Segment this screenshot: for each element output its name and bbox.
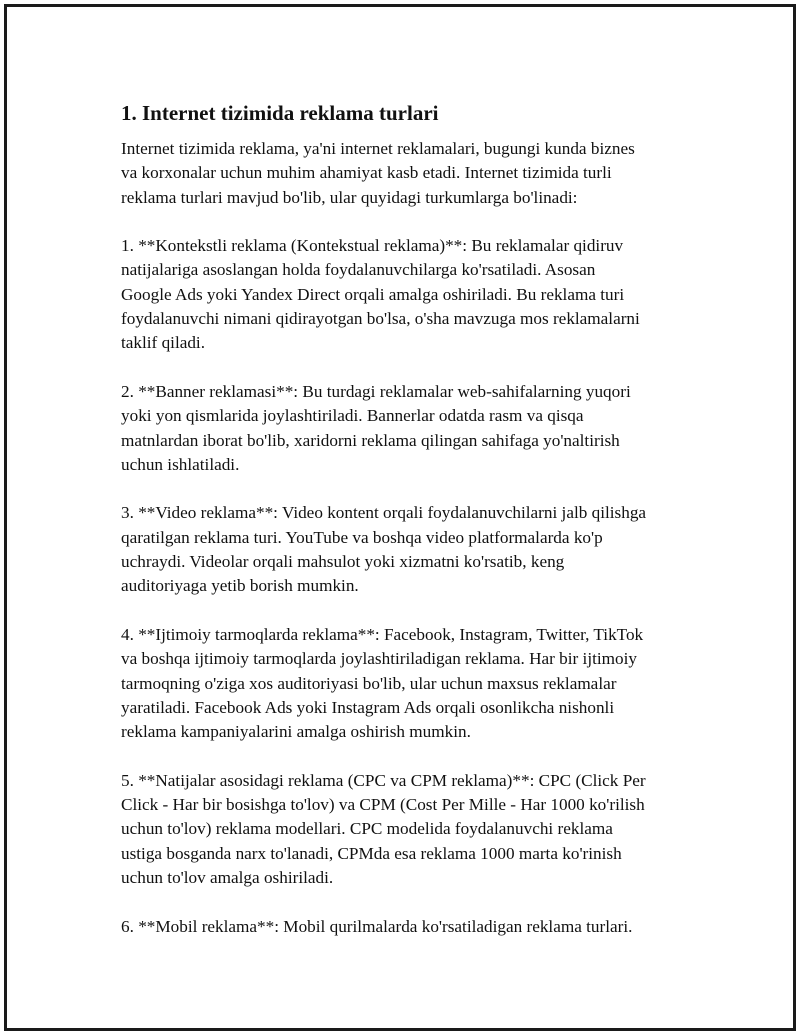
text-line: 6. **Mobil reklama**: Mobil qurilmalarda ko'rsatiladigan reklama turlari. [121,916,633,936]
text-line: 1. **Kontekstli reklama (Kontekstual reklama)**: Bu reklamalar qidiruv [121,236,624,256]
text-line: matnlardan iborat bo'lib, xaridorni reklama qilingan sahifaga yo'naltirish [121,430,620,450]
text-line: natijalariga asoslangan holda foydalanuvchilarga ko'rsatiladi. Asosan [121,260,596,280]
item-paragraph-social [121,623,701,744]
text-line: uchraydi. Videolar orqali mahsulot yoki xizmatni ko'rsatib, keng [121,552,565,572]
text-line: Google Ads yoki Yandex Direct orqali amalga oshiriladi. Bu reklama turi [121,284,625,304]
text-line: ustiga bosganda narx to'lanadi, CPMda esa reklama 1000 marta ko'rinish [121,843,622,863]
text-line: 4. **Ijtimoiy tarmoqlarda reklama**: Facebook, Instagram, Twitter, TikTok [121,624,644,644]
document-body [121,99,701,963]
item-paragraph-contextual [121,234,701,355]
text-line: yoki yon qismlarida joylashtiriladi. Bannerlar odatda rasm va qisqa [121,406,584,426]
page-frame [4,4,796,1031]
text-line: 3. **Video reklama**: Video kontent orqali foydalanuvchilarni jalb qilishga [121,503,647,523]
item-paragraph-video [121,501,701,598]
text-line: auditoriyaga yetib borish mumkin. [121,576,359,596]
item-paragraph-mobile [121,915,701,939]
intro-paragraph [121,137,701,210]
text-line: foydalanuvchi nimani qidirayotgan bo'lsa, o'sha mavzuga mos reklamalarni [121,309,640,329]
text-line: va boshqa ijtimoiy tarmoqlarda joylashtiriladigan reklama. Har bir ijtimoiy [121,649,637,669]
text-line: uchun to'lov amalga oshiriladi. [121,867,334,887]
text-line: uchun ishlatiladi. [121,454,240,474]
item-paragraph-performance [121,769,701,890]
text-line: 2. **Banner reklamasi**: Bu turdagi reklamalar web-sahifalarning yuqori [121,381,631,401]
text-line: tarmoqning o'ziga xos auditoriyasi bo'lib, ular uchun maxsus reklamalar [121,673,617,693]
text-line: Internet tizimida reklama, ya'ni internet reklamalari, bugungi kunda biznes [121,139,635,158]
text-line: uchun to'lov) reklama modellari. CPC modelida foydalanuvchi reklama [121,819,613,839]
text-line: qaratilgan reklama turi. YouTube va boshqa video platformalarda ko'p [121,527,603,547]
text-line: va korxonalar uchun muhim ahamiyat kasb etadi. Internet tizimida turli [121,163,612,183]
text-line: Click - Har bir bosishga to'lov) va CPM (Cost Per Mille - Har 1000 ko'rilish [121,795,645,815]
section-heading: 1. Internet tizimida reklama turlari [121,101,439,125]
text-line: 5. **Natijalar asosidagi reklama (CPC va CPM reklama)**: CPC (Click Per [121,770,646,790]
text-line: yaratiladi. Facebook Ads yoki Instagram Ads orqali osonlikcha nishonli [121,697,615,717]
item-paragraph-banner [121,380,701,477]
text-line: reklama turlari mavjud bo'lib, ular quyidagi turkumlarga bo'linadi: [121,187,578,207]
text-line: taklif qiladi. [121,333,206,353]
text-line: reklama kampaniyalarini amalga oshirish mumkin. [121,722,471,742]
